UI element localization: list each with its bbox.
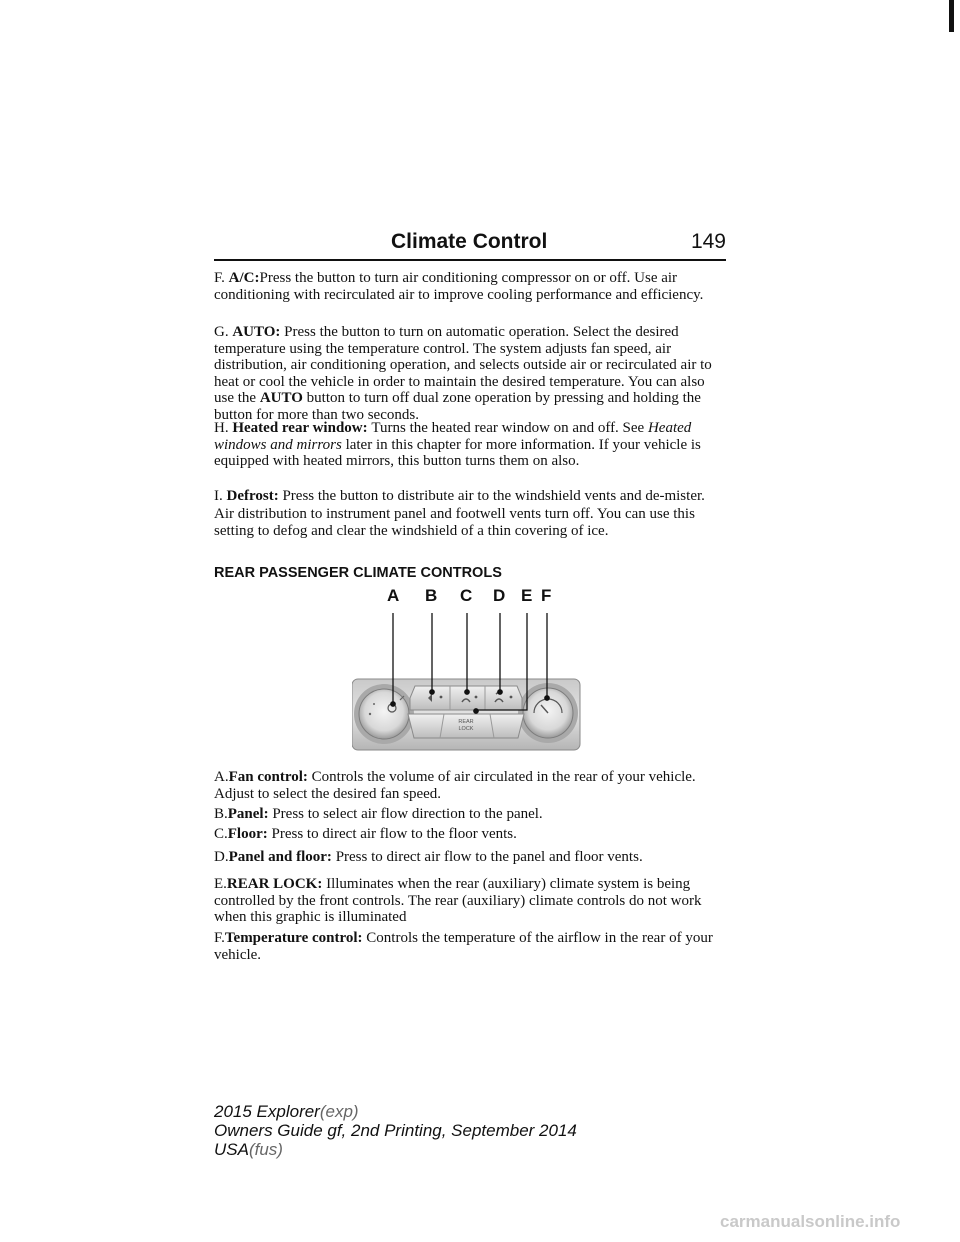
cross-reference-link[interactable]: Heated windows and mirrors <box>214 420 692 453</box>
item-text: Press to direct air flow to the floor vents. <box>271 826 517 842</box>
item-letter: F. <box>214 270 225 286</box>
rear-lock-label-1: REAR <box>458 719 474 725</box>
footer-model-code: (exp) <box>319 1102 359 1121</box>
item-text-cont: later in this chapter for more information. If your vehicle is equipped with heated mirrors, this button turns them on also. <box>214 436 701 470</box>
footer-printing: Owners Guide gf, 2nd Printing, September 2014 <box>214 1121 577 1140</box>
item-letter: I. <box>214 488 223 504</box>
item-term: Panel: <box>227 806 269 822</box>
legend-item-f <box>214 930 726 963</box>
watermark: carmanualsonline.info <box>720 1212 901 1231</box>
footer-market: USA <box>214 1140 249 1159</box>
item-text: Illuminates when the rear (auxiliary) climate system is being controlled by the front controls. The rear (auxiliary) climate controls do not work when this graphic is illuminated <box>214 876 702 926</box>
item-term: Temperature control: <box>224 930 363 946</box>
rear-climate-panel-figure <box>352 586 582 752</box>
callout-letter-d: D <box>493 586 506 605</box>
item-term: Fan control: <box>228 769 308 785</box>
item-letter: G. <box>214 324 229 340</box>
item-term: Defrost: <box>226 488 279 504</box>
callout-letter-a: A <box>387 586 400 605</box>
callout-letter-e: E <box>521 586 533 605</box>
legend-item-d <box>214 849 726 866</box>
rear-lock-label-2: LOCK <box>458 726 474 732</box>
item-text-cont: button to turn off dual zone operation by pressing and holding the button for more than two seconds. <box>214 390 701 423</box>
rear-lock-button <box>408 714 524 738</box>
item-letter: F. <box>214 930 225 946</box>
item-letter: A. <box>214 769 229 785</box>
paragraph-heated-rear-window <box>214 420 726 470</box>
header-rule <box>214 259 726 261</box>
page-title: Climate Control <box>391 230 548 253</box>
item-term: Panel and floor: <box>228 849 332 865</box>
item-letter: B. <box>214 806 228 822</box>
item-text: Press the button to turn air conditioning compressor on or off. Use air conditioning with recirculated air to improve cooling performance and efficiency. <box>214 270 704 303</box>
legend-item-a <box>214 769 726 802</box>
item-text: Press to select air flow direction to the panel. <box>272 806 543 822</box>
item-text: Turns the heated rear window on and off. See <box>371 420 648 436</box>
footer-market-code: (fus) <box>248 1140 283 1159</box>
item-text: Controls the volume of air circulated in the rear of your vehicle. Adjust to select the desired fan speed. <box>214 769 696 802</box>
item-letter: D. <box>214 849 229 865</box>
item-text: Controls the temperature of the airflow in the rear of your vehicle. <box>214 930 713 963</box>
item-letter: C. <box>214 826 228 842</box>
callout-letter-c: C <box>460 586 473 605</box>
item-letter: H. <box>214 420 229 436</box>
item-term: A/C: <box>228 270 260 286</box>
footer-model: 2015 Explorer <box>214 1102 320 1121</box>
item-text: Press the button to distribute air to the windshield vents and de-mister. Air distribution to instrument panel and footwell vents turn off. You can use this setting to defog and clear the windshield of a thin covering of ice. <box>214 488 705 540</box>
item-term-inline: AUTO <box>259 390 303 407</box>
item-term: Heated rear window: <box>232 420 368 436</box>
paragraph-auto <box>214 324 726 424</box>
page-header <box>214 226 726 262</box>
page-number: 149 <box>690 230 726 253</box>
legend-item-b <box>214 806 726 823</box>
item-term: Floor: <box>227 826 268 842</box>
document-footer <box>214 1102 577 1159</box>
climate-panel-illustration <box>352 586 582 752</box>
callout-letter-f: F <box>541 586 552 605</box>
legend-item-c <box>214 826 726 843</box>
item-text: Press the button to turn on automatic operation. Select the desired temperature using the temperature control. The system adjusts fan speed, air distribution, air conditioning operation, and selects outside air or recirculated air to heat or cool the vehicle in order to maintain the desired temperature. You can also use the <box>214 324 712 407</box>
crop-mark <box>949 0 954 32</box>
item-letter: E. <box>214 876 227 892</box>
fan-control-knob <box>354 684 414 744</box>
item-term: AUTO: <box>232 324 281 340</box>
paragraph-a-c <box>214 270 726 303</box>
callout-letter-b: B <box>425 586 438 605</box>
legend-item-e <box>214 876 726 926</box>
section-heading: REAR PASSENGER CLIMATE CONTROLS <box>214 565 502 581</box>
item-term: REAR LOCK: <box>226 876 323 892</box>
item-text: Press to direct air flow to the panel and floor vents. <box>335 849 643 865</box>
paragraph-defrost <box>214 488 726 541</box>
